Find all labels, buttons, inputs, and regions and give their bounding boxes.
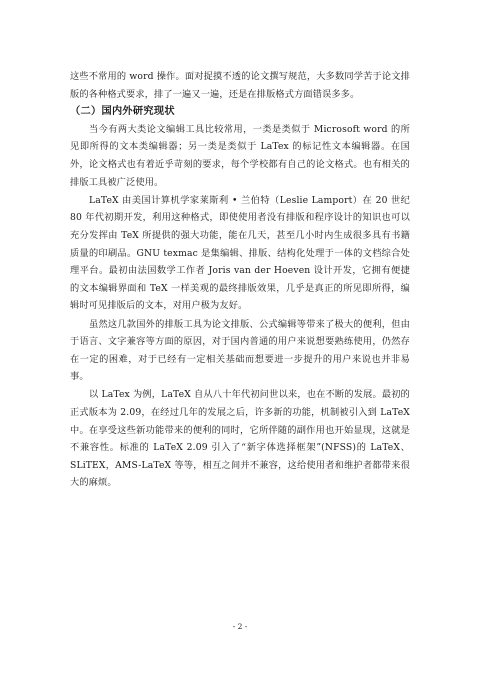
paragraph-latex-compatibility: 以 LaTex 为例，LaTeX 自从八十年代初问世以来，也在不断的发展。最初的正式版本为 2.09，在经过几年的发展之后，许多新的功能，机制被引入到 LaTeX 中。在享受这些新功能带来的便利的同时，它所伴随的副作用也开始显现，这就是不兼容性。标准的 LaTeX 2.09 引入了“新字体选择框架”(NFSS)的 LaTeX、SLiTEX，AMS-LaTeX 等等，相互之间并不兼容，这给使用者和维护者都带来很大的麻烦。 (70, 389, 410, 489)
section-heading: （二）国内外研究现状 (70, 106, 175, 118)
paragraph-editors-overview: 当今有两大类论文编辑工具比较常用，一类是类似于 Microsoft word 的所见即所得的文本类编辑器；另一类是类似于 LaTex 的标记性文本编辑器。在国外，论文格式也有着近乎苛刻的要求，每个学校都有自己的论文格式。也有相关的排版工具被广泛使用。 (70, 123, 410, 188)
paragraph-latex-history: LaTeX 由美国计算机学家莱斯利 • 兰伯特（Leslie Lamport）在 20 世纪 80 年代初期开发，利用这种格式，即使使用者没有排版和程序设计的知识也可以充分发挥由 TeX 所提供的强大功能，能在几天，甚至几小时内生成很多具有书籍质量的印刷品。GNU texmac 是集编辑、排版、结构化处理于一体的文档综合处理平台。最初由法国数学工作者 Joris van der Hoeven 设计开发，它拥有便捷的文本编辑界面和 TeX 一样美观的最终排版效果，几乎是真正的所见即所得，编辑时可见排版后的文本，对用户极为友好。 (70, 194, 410, 312)
paragraph-domestic-difficulty: 虽然这几款国外的排版工具为论文排版、公式编辑等带来了极大的便利，但由于语言、文字兼容等方面的原因，对于国内普通的用户来说想要熟练使用，仍然存在一定的困难，对于已经有一定相关基础而想要进一步提升的用户来说也并非易事。 (70, 318, 410, 383)
page-number: - 2 - (232, 622, 248, 631)
page-body (70, 68, 410, 492)
intro-paragraph-tail: 这些不常用的 word 操作。面对捉摸不透的论文撰写规范，大多数同学苦于论文排版的各种格式要求，排了一遍又一遍，还是在排版格式方面错误多多。 (70, 71, 410, 100)
